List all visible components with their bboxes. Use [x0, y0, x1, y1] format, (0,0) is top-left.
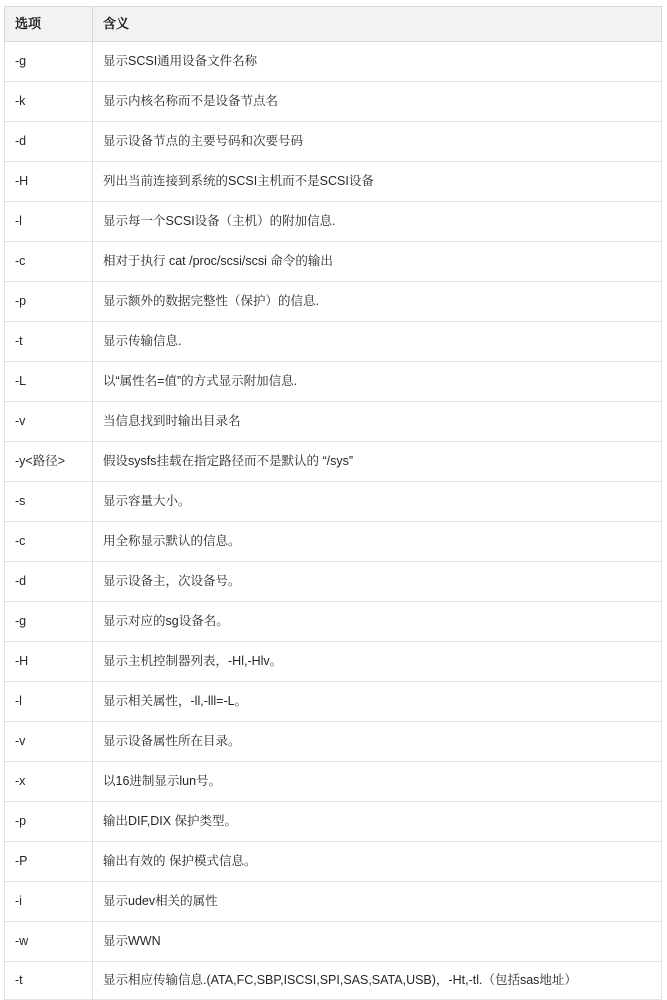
- cell-meaning: 相对于执行 cat /proc/scsi/scsi 命令的输出: [93, 242, 662, 282]
- table-row: [5, 482, 662, 522]
- cell-meaning: 假设sysfs挂载在指定路径而不是默认的 “/sys”: [93, 442, 662, 482]
- table-row: [5, 162, 662, 202]
- cell-option: -k: [5, 82, 93, 122]
- cell-meaning: 列出当前连接到系统的SCSI主机而不是SCSI设备: [93, 162, 662, 202]
- cell-meaning: 显示SCSI通用设备文件名称: [93, 42, 662, 82]
- cell-meaning: 显示容量大小。: [93, 482, 662, 522]
- cell-meaning: 显示相应传输信息.(ATA,FC,SBP,ISCSI,SPI,SAS,SATA,USB)，-Ht,-tl.（包括sas地址）: [93, 962, 662, 1000]
- table-header-row: [5, 7, 662, 42]
- cell-option: -d: [5, 562, 93, 602]
- cell-option: -H: [5, 162, 93, 202]
- cell-option: -x: [5, 762, 93, 802]
- cell-option: -v: [5, 722, 93, 762]
- cell-option: -H: [5, 642, 93, 682]
- cell-meaning: 显示设备节点的主要号码和次要号码: [93, 122, 662, 162]
- cell-option: -y<路径>: [5, 442, 93, 482]
- cell-option: -P: [5, 842, 93, 882]
- table-row: [5, 842, 662, 882]
- cell-meaning: 以16进制显示lun号。: [93, 762, 662, 802]
- column-header-option: 选项: [5, 7, 93, 42]
- table-body: [5, 42, 662, 1000]
- cell-meaning: 输出DIF,DIX 保护类型。: [93, 802, 662, 842]
- cell-meaning: 显示对应的sg设备名。: [93, 602, 662, 642]
- table-row: [5, 802, 662, 842]
- cell-meaning: 显示相关属性，-ll,-lll=-L。: [93, 682, 662, 722]
- table-row: [5, 202, 662, 242]
- cell-option: -l: [5, 202, 93, 242]
- cell-meaning: 输出有效的 保护模式信息。: [93, 842, 662, 882]
- table-header: [5, 7, 662, 42]
- table-row: [5, 362, 662, 402]
- cell-meaning: 以“属性名=值”的方式显示附加信息.: [93, 362, 662, 402]
- cell-meaning: 显示额外的数据完整性（保护）的信息.: [93, 282, 662, 322]
- cell-meaning: 显示udev相关的属性: [93, 882, 662, 922]
- cell-option: -i: [5, 882, 93, 922]
- table-row: [5, 722, 662, 762]
- cell-meaning: 显示设备主，次设备号。: [93, 562, 662, 602]
- table-row: [5, 122, 662, 162]
- table-row: [5, 922, 662, 962]
- cell-option: -s: [5, 482, 93, 522]
- cell-meaning: 显示传输信息.: [93, 322, 662, 362]
- column-header-meaning: 含义: [93, 7, 662, 42]
- table-row: [5, 562, 662, 602]
- table-row: [5, 282, 662, 322]
- options-table: [4, 6, 662, 1000]
- table-row: [5, 322, 662, 362]
- cell-meaning: 显示主机控制器列表，-Hl,-Hlv。: [93, 642, 662, 682]
- table-row: [5, 522, 662, 562]
- table-row: [5, 242, 662, 282]
- cell-option: -c: [5, 522, 93, 562]
- table-row: [5, 682, 662, 722]
- cell-option: -g: [5, 602, 93, 642]
- cell-meaning: 显示设备属性所在目录。: [93, 722, 662, 762]
- cell-option: -p: [5, 282, 93, 322]
- table-row: [5, 442, 662, 482]
- cell-meaning: 用全称显示默认的信息。: [93, 522, 662, 562]
- table-row: [5, 762, 662, 802]
- table-row: [5, 602, 662, 642]
- cell-option: -p: [5, 802, 93, 842]
- cell-option: -L: [5, 362, 93, 402]
- cell-meaning: 显示每一个SCSI设备（主机）的附加信息.: [93, 202, 662, 242]
- table-row: [5, 962, 662, 1000]
- table-row: [5, 882, 662, 922]
- cell-meaning: 显示WWN: [93, 922, 662, 962]
- cell-option: -w: [5, 922, 93, 962]
- cell-option: -c: [5, 242, 93, 282]
- cell-meaning: 当信息找到时输出目录名: [93, 402, 662, 442]
- table-row: [5, 642, 662, 682]
- table-row: [5, 42, 662, 82]
- cell-option: -t: [5, 962, 93, 1000]
- cell-option: -g: [5, 42, 93, 82]
- cell-meaning: 显示内核名称而不是设备节点名: [93, 82, 662, 122]
- table-row: [5, 82, 662, 122]
- table-row: [5, 402, 662, 442]
- cell-option: -l: [5, 682, 93, 722]
- cell-option: -d: [5, 122, 93, 162]
- cell-option: -v: [5, 402, 93, 442]
- cell-option: -t: [5, 322, 93, 362]
